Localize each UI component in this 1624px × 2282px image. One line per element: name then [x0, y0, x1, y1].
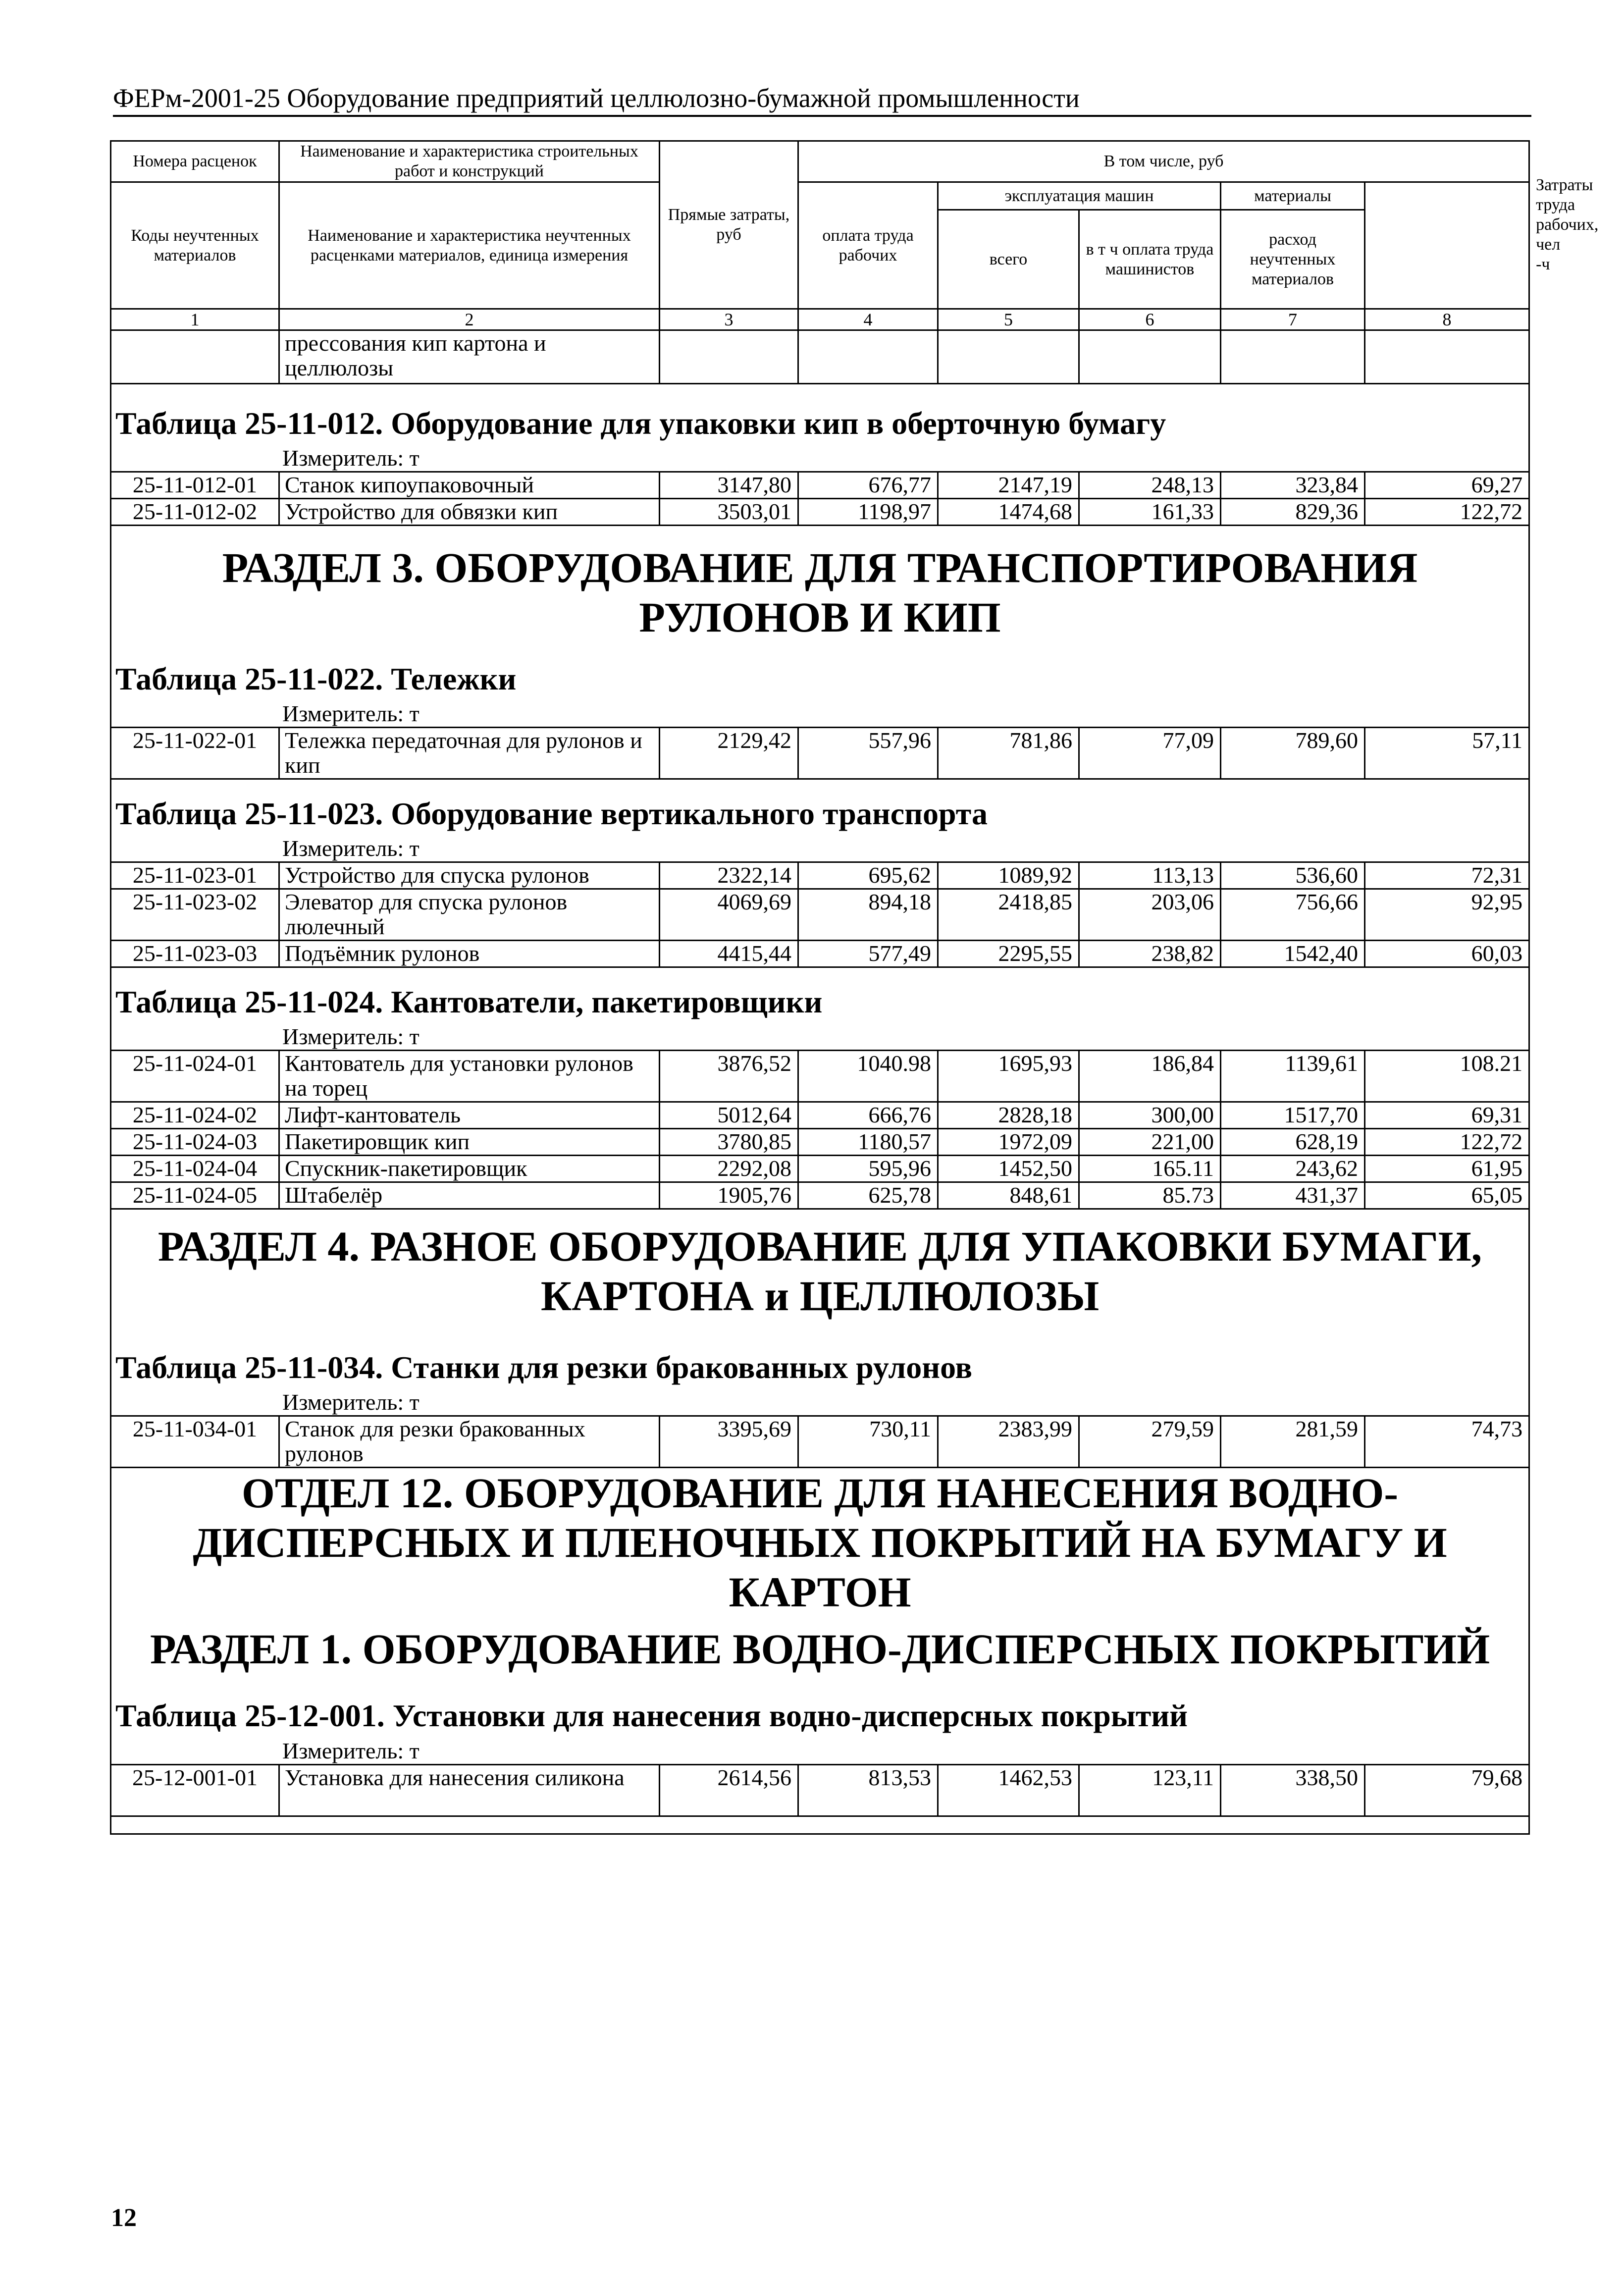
measure-unit-row [111, 833, 1529, 862]
labor-pay: 676,77 [798, 472, 938, 499]
work-name: Пакетировщик кип [279, 1129, 660, 1156]
materials-unaccounted: 1542,40 [1221, 941, 1365, 967]
materials-unaccounted: 243,62 [1221, 1156, 1365, 1182]
rate-code: 25-11-024-01 [111, 1051, 279, 1102]
labor-cost: 92,95 [1365, 889, 1529, 941]
direct-costs: 5012,64 [660, 1102, 798, 1129]
continued-name: прессования кип картона и целлюлозы [279, 330, 660, 384]
measure-unit: Измеритель: т [111, 1735, 1529, 1764]
labor-pay: 730,11 [798, 1416, 938, 1468]
measure-unit-row [111, 1735, 1529, 1764]
table-row [111, 889, 1529, 941]
direct-costs: 3780,85 [660, 1129, 798, 1156]
rate-code: 25-11-034-01 [111, 1416, 279, 1468]
table-title: Таблица 25-11-024. Кантователи, пакетировщики [111, 967, 1529, 1021]
machines-total: 2295,55 [938, 941, 1079, 967]
col-number: 5 [938, 309, 1079, 330]
column-numbers-row [111, 309, 1529, 330]
head-direct-costs: Прямые затраты, руб [660, 141, 798, 309]
direct-costs: 2322,14 [660, 862, 798, 889]
measure-unit: Измеритель: т [111, 833, 1529, 862]
materials-unaccounted: 431,37 [1221, 1182, 1365, 1209]
materials-unaccounted: 829,36 [1221, 499, 1365, 526]
rate-code: 25-11-023-01 [111, 862, 279, 889]
measure-unit: Измеритель: т [111, 442, 1529, 472]
col-number: 6 [1079, 309, 1221, 330]
table-row [111, 499, 1529, 526]
head-name-top: Наименование и характеристика строительных работ и конструкций [279, 141, 660, 182]
direct-costs: 2614,56 [660, 1764, 798, 1816]
machines-total: 1474,68 [938, 499, 1079, 526]
machines-total: 1695,93 [938, 1051, 1079, 1102]
rate-code: 25-11-023-03 [111, 941, 279, 967]
rates-table [110, 140, 1599, 1835]
rate-code: 25-11-024-05 [111, 1182, 279, 1209]
machines-total: 2383,99 [938, 1416, 1079, 1468]
labor-cost: 72,31 [1365, 862, 1529, 889]
measure-unit-row [111, 442, 1529, 472]
division-title: ОТДЕЛ 12. ОБОРУДОВАНИЕ ДЛЯ НАНЕСЕНИЯ ВОДНО-ДИСПЕРСНЫХ И ПЛЕНОЧНЫХ ПОКРЫТИЙ НА БУМАГУ И КАРТОН [111, 1468, 1529, 1617]
machines-total: 781,86 [938, 728, 1079, 779]
direct-costs: 3503,01 [660, 499, 798, 526]
machines-labor: 279,59 [1079, 1416, 1221, 1468]
machines-total: 1972,09 [938, 1129, 1079, 1156]
labor-pay: 595,96 [798, 1156, 938, 1182]
table-title: Таблица 25-11-012. Оборудование для упаковки кип в оберточную бумагу [111, 384, 1529, 442]
labor-cost: 61,95 [1365, 1156, 1529, 1182]
rate-code: 25-11-023-02 [111, 889, 279, 941]
table-row [111, 1416, 1529, 1468]
rate-code: 25-11-012-02 [111, 499, 279, 526]
table-row [111, 862, 1529, 889]
work-name: Установка для нанесения силикона [279, 1764, 660, 1816]
machines-total: 2828,18 [938, 1102, 1079, 1129]
machines-labor: 203,06 [1079, 889, 1221, 941]
head-machines-total: всего [938, 210, 1079, 309]
head-materials: материалы [1221, 182, 1365, 210]
materials-unaccounted: 536,60 [1221, 862, 1365, 889]
labor-cost: 122,72 [1365, 1129, 1529, 1156]
measure-unit-row [111, 1386, 1529, 1416]
direct-costs: 4415,44 [660, 941, 798, 967]
machines-labor: 248,13 [1079, 472, 1221, 499]
section-title: РАЗДЕЛ 3. ОБОРУДОВАНИЕ ДЛЯ ТРАНСПОРТИРОВАНИЯ РУЛОНОВ И КИП [111, 526, 1529, 644]
table-title: Таблица 25-12-001. Установки для нанесения водно-дисперсных покрытий [111, 1681, 1529, 1735]
labor-cost: 60,03 [1365, 941, 1529, 967]
machines-total: 2147,19 [938, 472, 1079, 499]
labor-cost: 108.21 [1365, 1051, 1529, 1102]
col-number: 2 [279, 309, 660, 330]
head-codes-top: Номера расценок [111, 141, 279, 182]
work-name: Подъёмник рулонов [279, 941, 660, 967]
machines-labor: 77,09 [1079, 728, 1221, 779]
machines-total: 848,61 [938, 1182, 1079, 1209]
continued-row [111, 330, 1529, 384]
machines-total: 1089,92 [938, 862, 1079, 889]
table-title-row [111, 967, 1529, 1021]
direct-costs: 3876,52 [660, 1051, 798, 1102]
section-title-row [111, 1209, 1529, 1333]
col-number: 8 [1365, 309, 1529, 330]
rate-code: 25-11-024-02 [111, 1102, 279, 1129]
work-name: Станок кипоупаковочный [279, 472, 660, 499]
materials-unaccounted: 756,66 [1221, 889, 1365, 941]
labor-cost: 79,68 [1365, 1764, 1529, 1816]
table-row [111, 1156, 1529, 1182]
materials-unaccounted: 281,59 [1221, 1416, 1365, 1468]
table-title-row [111, 1333, 1529, 1386]
continued-code [111, 330, 279, 384]
machines-labor: 113,13 [1079, 862, 1221, 889]
direct-costs: 4069,69 [660, 889, 798, 941]
work-name: Штабелёр [279, 1182, 660, 1209]
section-title: РАЗДЕЛ 1. ОБОРУДОВАНИЕ ВОДНО-ДИСПЕРСНЫХ ПОКРЫТИЙ [111, 1617, 1529, 1681]
direct-costs: 2292,08 [660, 1156, 798, 1182]
head-codes-bottom: Коды неучтенных материалов [111, 182, 279, 309]
head-machines: эксплуатация машин [938, 182, 1221, 210]
labor-pay: 577,49 [798, 941, 938, 967]
work-name: Элеватор для спуска рулонов люлечный [279, 889, 660, 941]
labor-cost: 69,31 [1365, 1102, 1529, 1129]
labor-pay: 1198,97 [798, 499, 938, 526]
rate-code: 25-11-022-01 [111, 728, 279, 779]
rate-code: 25-12-001-01 [111, 1764, 279, 1816]
page-number: 12 [111, 2204, 137, 2232]
measure-unit: Измеритель: т [111, 698, 1529, 728]
table-row [111, 941, 1529, 967]
machines-labor: 186,84 [1079, 1051, 1221, 1102]
table-title: Таблица 25-11-023. Оборудование вертикального транспорта [111, 779, 1529, 833]
head-including: В том числе, руб [798, 141, 1529, 182]
table-title: Таблица 25-11-034. Станки для резки бракованных рулонов [111, 1333, 1529, 1386]
labor-pay: 666,76 [798, 1102, 938, 1129]
work-name: Устройство для спуска рулонов [279, 862, 660, 889]
labor-cost: 65,05 [1365, 1182, 1529, 1209]
direct-costs: 1905,76 [660, 1182, 798, 1209]
table-title-row [111, 384, 1529, 442]
labor-cost: 74,73 [1365, 1416, 1529, 1468]
labor-pay: 625,78 [798, 1182, 938, 1209]
measure-unit: Измеритель: т [111, 1386, 1529, 1416]
table-row [111, 728, 1529, 779]
rate-code: 25-11-012-01 [111, 472, 279, 499]
machines-labor: 85.73 [1079, 1182, 1221, 1209]
section-title-row [111, 526, 1529, 644]
rates-table-wrap [110, 140, 1599, 1835]
table-row [111, 1102, 1529, 1129]
machines-total: 1462,53 [938, 1764, 1079, 1816]
direct-costs: 3147,80 [660, 472, 798, 499]
section-title-row [111, 1617, 1529, 1681]
labor-cost: 57,11 [1365, 728, 1529, 779]
division-title-row [111, 1468, 1529, 1617]
labor-cost: 69,27 [1365, 472, 1529, 499]
head-materials-unaccounted: расход неучтенных материалов [1221, 210, 1365, 309]
table-title-row [111, 644, 1529, 698]
work-name: Устройство для обвязки кип [279, 499, 660, 526]
work-name: Кантователь для установки рулонов на торец [279, 1051, 660, 1102]
measure-unit: Измеритель: т [111, 1021, 1529, 1051]
machines-labor: 165.11 [1079, 1156, 1221, 1182]
labor-pay: 1180,57 [798, 1129, 938, 1156]
materials-unaccounted: 1517,70 [1221, 1102, 1365, 1129]
measure-unit-row [111, 698, 1529, 728]
table-title-row [111, 779, 1529, 833]
head-name-bottom: Наименование и характеристика неучтенных расценками материалов, единица измерения [279, 182, 660, 309]
machines-total: 1452,50 [938, 1156, 1079, 1182]
rate-code: 25-11-024-04 [111, 1156, 279, 1182]
table-bottom-gap [111, 1816, 1529, 1834]
work-name: Станок для резки бракованных рулонов [279, 1416, 660, 1468]
labor-cost: 122,72 [1365, 499, 1529, 526]
machines-labor: 300,00 [1079, 1102, 1221, 1129]
materials-unaccounted: 789,60 [1221, 728, 1365, 779]
head-machines-labor: в т ч оплата труда машинистов [1079, 210, 1221, 309]
table-title-row [111, 1681, 1529, 1735]
direct-costs: 2129,42 [660, 728, 798, 779]
materials-unaccounted: 323,84 [1221, 472, 1365, 499]
rate-code: 25-11-024-03 [111, 1129, 279, 1156]
table-body [111, 330, 1529, 1834]
section-title: РАЗДЕЛ 4. РАЗНОЕ ОБОРУДОВАНИЕ ДЛЯ УПАКОВКИ БУМАГИ, КАРТОНА и ЦЕЛЛЮЛОЗЫ [111, 1209, 1529, 1333]
col-number: 1 [111, 309, 279, 330]
work-name: Лифт-кантователь [279, 1102, 660, 1129]
table-row [111, 1051, 1529, 1102]
table-header: Номера расценок Наименование и характеристика строительных работ и конструкций Прямые затраты, руб В том числе, руб Затраты труда рабочих, чел -ч Коды неучтенных материалов Наименование и характеристика неучтенных расценками материалов, единица измерения оплата труда рабочих эксплуатация машин материалы всего в т ч оплата труда машинистов расход неучтенных материалов 1 2 3 4 5 6 7 8 [111, 141, 1529, 330]
work-name: Тележка передаточная для рулонов и кип [279, 728, 660, 779]
head-labor-pay: оплата труда рабочих [798, 182, 938, 309]
table-title: Таблица 25-11-022. Тележки [111, 644, 1529, 698]
labor-pay: 1040.98 [798, 1051, 938, 1102]
work-name: Спускник-пакетировщик [279, 1156, 660, 1182]
labor-pay: 894,18 [798, 889, 938, 941]
measure-unit-row [111, 1021, 1529, 1051]
machines-labor: 238,82 [1079, 941, 1221, 967]
table-row [111, 1129, 1529, 1156]
machines-labor: 221,00 [1079, 1129, 1221, 1156]
labor-pay: 557,96 [798, 728, 938, 779]
table-row [111, 1764, 1529, 1816]
materials-unaccounted: 338,50 [1221, 1764, 1365, 1816]
col-number: 4 [798, 309, 938, 330]
col-number: 3 [660, 309, 798, 330]
table-row [111, 1182, 1529, 1209]
labor-pay: 813,53 [798, 1764, 938, 1816]
materials-unaccounted: 628,19 [1221, 1129, 1365, 1156]
machines-total: 2418,85 [938, 889, 1079, 941]
labor-pay: 695,62 [798, 862, 938, 889]
table-row [111, 472, 1529, 499]
machines-labor: 123,11 [1079, 1764, 1221, 1816]
col-number: 7 [1221, 309, 1365, 330]
machines-labor: 161,33 [1079, 499, 1221, 526]
direct-costs: 3395,69 [660, 1416, 798, 1468]
page-header: ФЕРм-2001-25 Оборудование предприятий целлюлозно-бумажной промышленности [113, 83, 1531, 117]
materials-unaccounted: 1139,61 [1221, 1051, 1365, 1102]
